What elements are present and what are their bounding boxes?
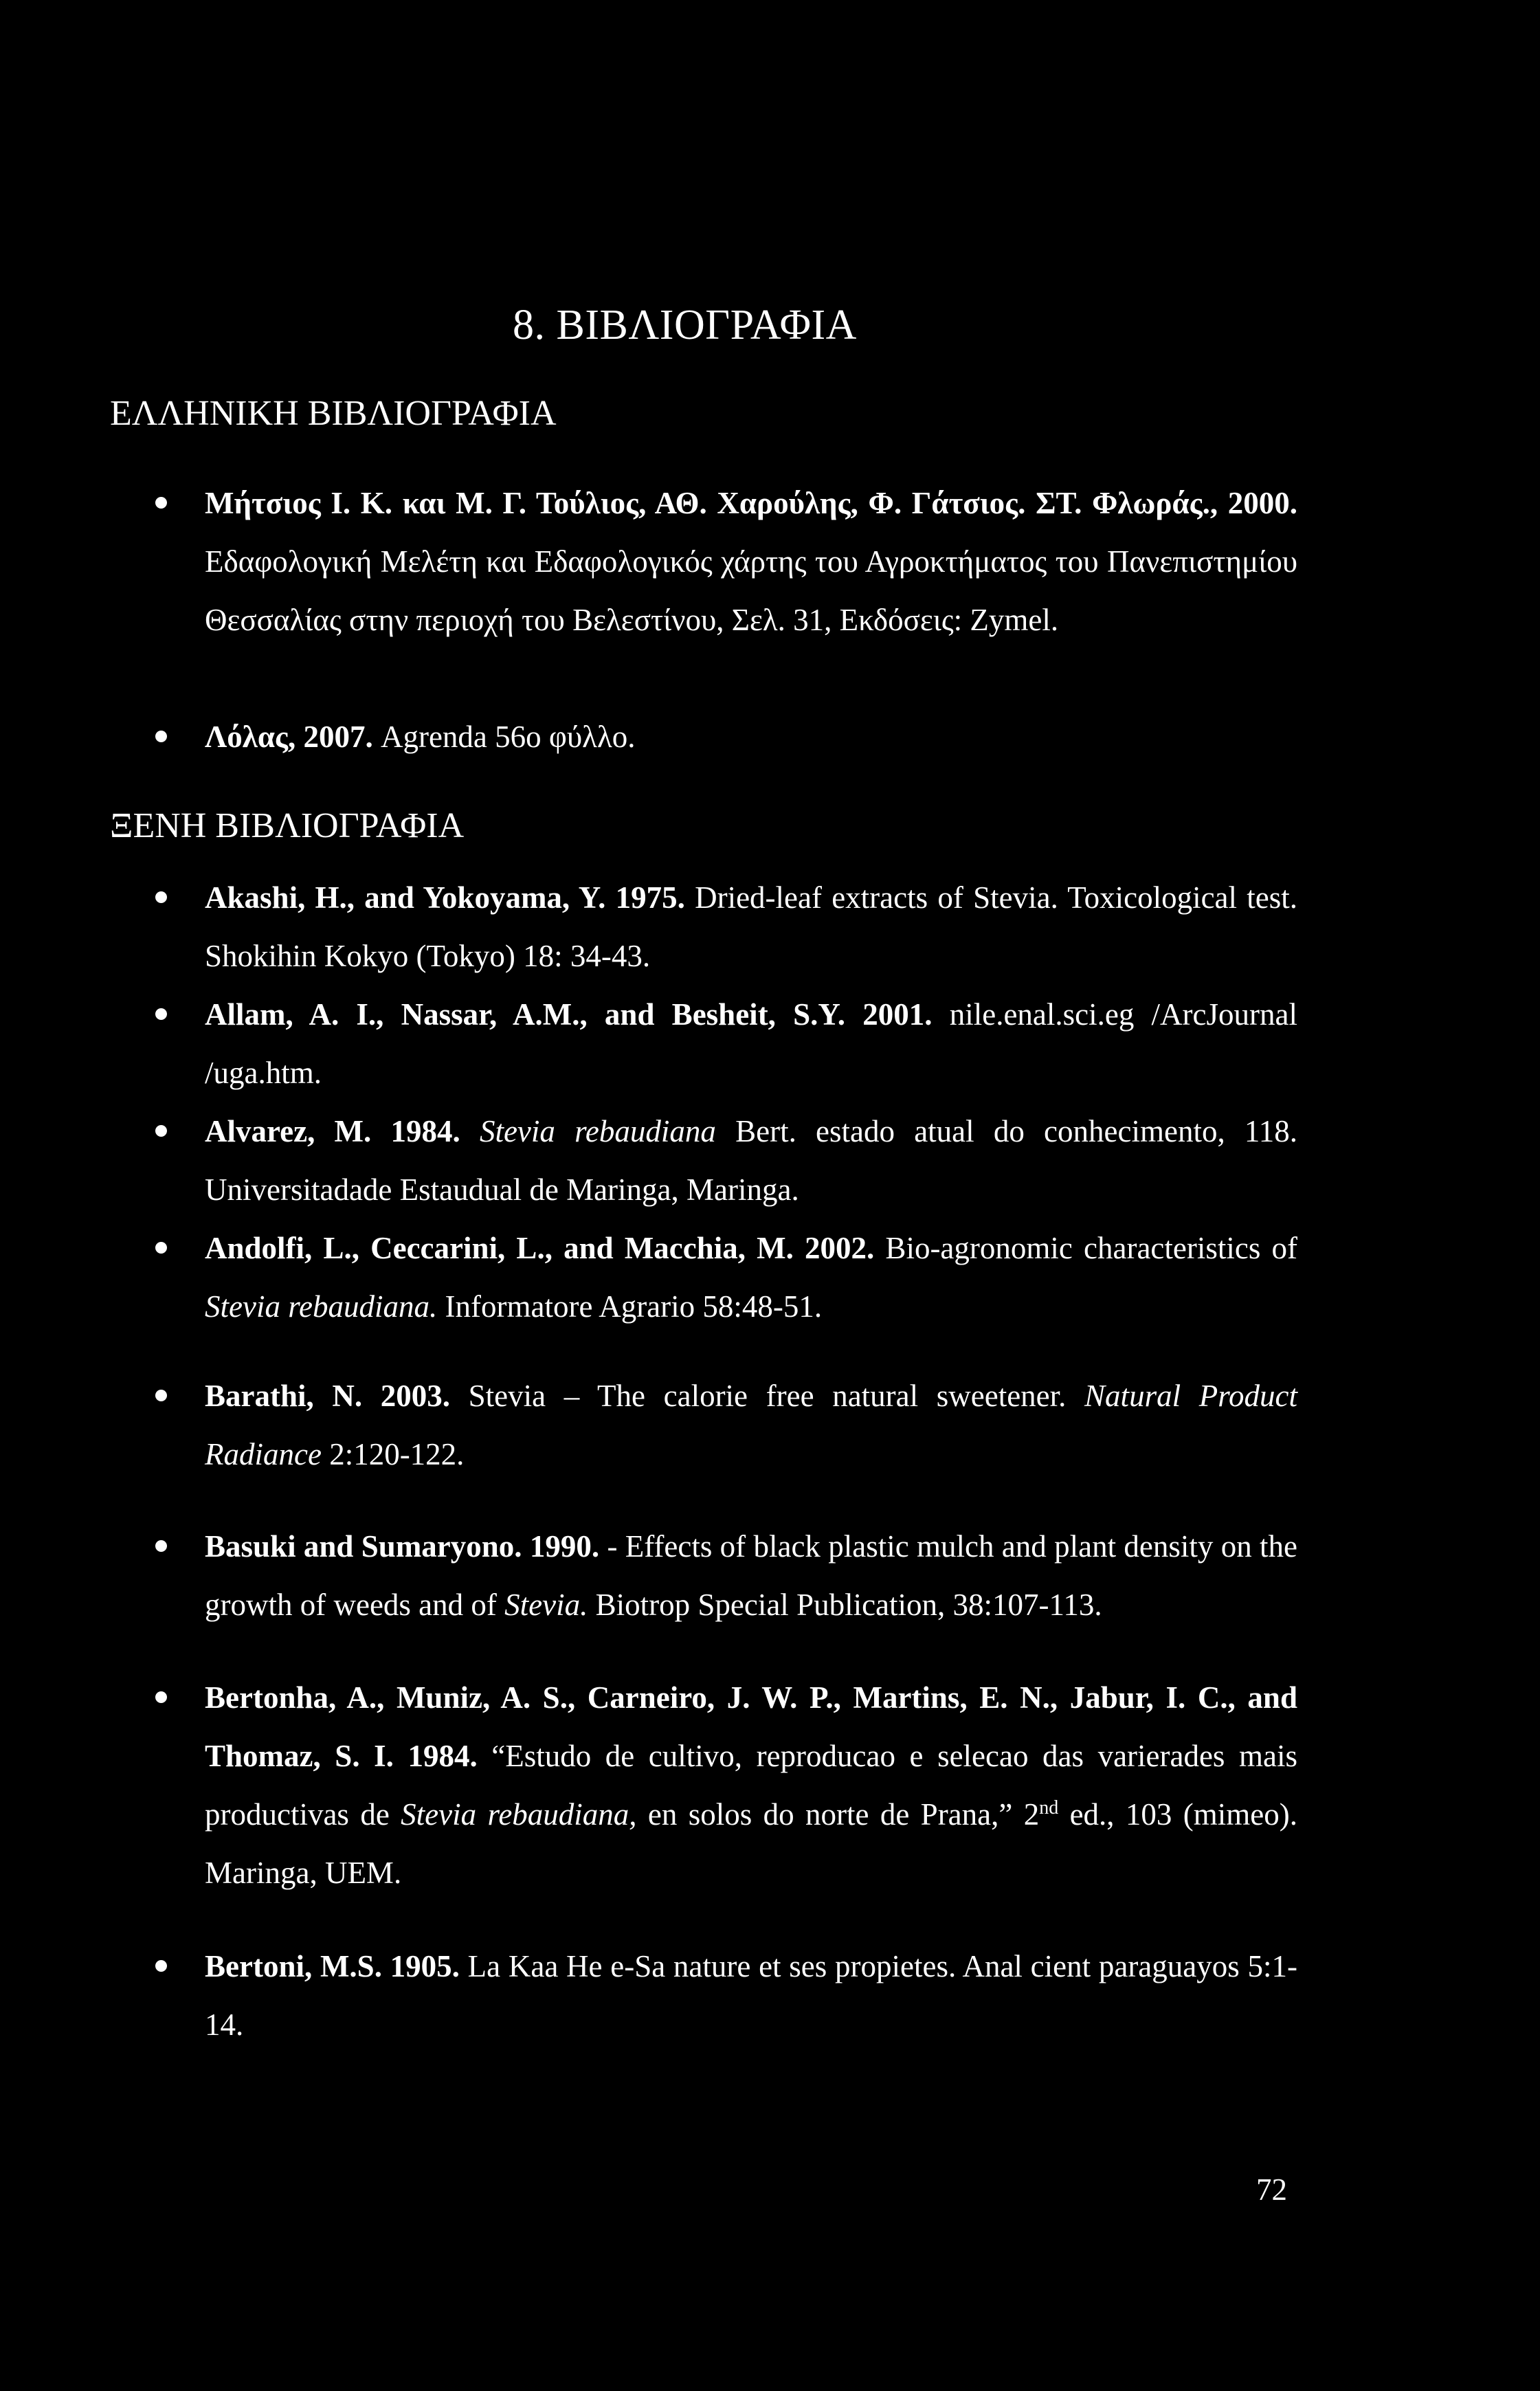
reference-item — [205, 1367, 1297, 1484]
reference-authors: Barathi, N. 2003. — [205, 1379, 450, 1413]
reference-text: Bert. estado atual do conhecimento, 118. Universitadade Estaudual de Maringa, Maringa. — [205, 1114, 1297, 1207]
reference-authors: Alvarez, M. 1984. — [205, 1114, 460, 1148]
reference-text: en solos do norte de Prana,” 2 — [636, 1797, 1040, 1832]
greek-bibliography-heading: ΕΛΛΗΝΙΚΗ ΒΙΒΛΙΟΓΡΑΦΙΑ — [110, 394, 557, 433]
reference-item — [205, 474, 1297, 649]
reference-authors: Allam, A. I., Nassar, A.M., and Besheit, S.Y. 2001. — [205, 997, 933, 1032]
reference-italic: Stevia rebaudiana, — [401, 1797, 637, 1832]
reference-text: Dried-leaf extracts of Stevia. Toxicological test. Shokihin Kokyo (Tokyo) 18: 34-43. — [205, 880, 1297, 973]
reference-italic: Stevia rebaudiana. — [205, 1289, 438, 1324]
reference-authors: Akashi, H., and Yokoyama, Y. 1975. — [205, 880, 685, 915]
reference-item — [205, 1102, 1297, 1219]
reference-item — [205, 708, 1297, 766]
foreign-bibliography-heading: ΞΕΝΗ ΒΙΒΛΙΟΓΡΑΦΙΑ — [110, 806, 465, 845]
page-title: 8. ΒΙΒΛΙΟΓΡΑΦΙΑ — [513, 302, 857, 348]
reference-text: Biotrop Special Publication, 38:107-113. — [588, 1588, 1102, 1622]
page-number: 72 — [1256, 2172, 1287, 2207]
reference-authors: Basuki and Sumaryono. 1990. — [205, 1529, 600, 1564]
reference-text: Informatore Agrario 58:48-51. — [437, 1289, 823, 1324]
reference-text: Bio-agronomic characteristics of — [874, 1231, 1297, 1265]
reference-text: Agrenda 56ο φύλλο. — [372, 720, 636, 754]
reference-italic: Natural Product Radiance — [205, 1379, 1298, 1471]
reference-text: Εδαφολογική Μελέτη και Εδαφολογικός χάρτης του Αγροκτήματος του Πανεπιστημίου Θεσσαλίας στην περιοχή του Βελεστίνου, Σελ. 31, Εκδόσεις: Zymel. — [205, 544, 1297, 637]
reference-authors: Andolfi, L., Ceccarini, L., and Macchia, M. 2002. — [205, 1231, 875, 1265]
reference-item — [205, 986, 1297, 1102]
reference-item — [205, 1937, 1297, 2054]
reference-text: nile.enal.sci.eg /ArcJournal /uga.htm. — [205, 997, 1297, 1090]
reference-text: La Kaa He e-Sa nature et ses propietes. Anal cient paraguayos 5:1-14. — [205, 1949, 1297, 2042]
reference-authors: Bertoni, M.S. 1905. — [205, 1949, 460, 1983]
reference-text: 2:120-122. — [321, 1437, 465, 1471]
reference-item — [205, 869, 1297, 986]
reference-item — [205, 1669, 1297, 1902]
reference-text: ed., 103 (mimeo). Maringa, UEM. — [205, 1797, 1297, 1890]
reference-authors: Λόλας, 2007. — [205, 720, 373, 754]
reference-text: Stevia – The calorie free natural sweetener. — [450, 1379, 1085, 1413]
reference-text: - Effects of black plastic mulch and plant density on the growth of weeds and of — [205, 1529, 1297, 1622]
reference-text: “Estudo de cultivo, reproducao e selecao das varierades mais productivas de — [205, 1739, 1297, 1832]
reference-item — [205, 1219, 1297, 1336]
reference-item — [205, 1517, 1297, 1634]
reference-superscript: nd — [1039, 1797, 1059, 1819]
reference-authors: Bertonha, A., Muniz, A. S., Carneiro, J. W. P., Martins, E. N., Jabur, I. C., and Thomaz, S. I. 1984. — [205, 1680, 1297, 1773]
reference-authors: Μήτσιος Ι. Κ. και Μ. Γ. Τούλιος, ΑΘ. Χαρούλης, Φ. Γάτσιος. ΣΤ. Φλωράς., 2000. — [205, 486, 1297, 520]
reference-italic: Stevia. — [504, 1588, 588, 1622]
reference-italic: Stevia rebaudiana — [479, 1114, 716, 1148]
